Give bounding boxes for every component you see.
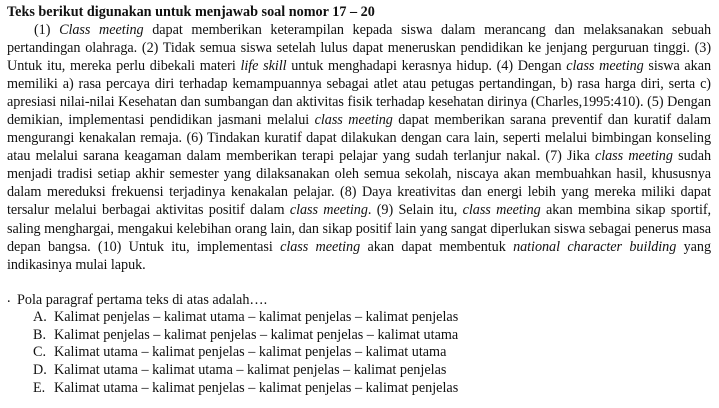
option-text: Kalimat utama – kalimat penjelas – kalimat penjelas – kalimat penjelas — [54, 379, 459, 396]
passage-segment-italic: life skill — [240, 58, 287, 75]
question-stem — [7, 289, 711, 310]
option-text: Kalimat utama – kalimat penjelas – kalimat penjelas – kalimat utama — [54, 344, 447, 361]
passage-segment-italic: class meeting — [566, 58, 644, 75]
passage-segment-italic: class meeting — [314, 112, 393, 129]
passage-segment: dapat memberikan sarana preventif dan kuratif dalam mengurangi kenakalan remaja. (6) Tindakan kuratif dapat dilakukan dengan cara lain, seperti melalui bimbingan konseling atau melalui sarana keagaman dalam memberikan terapi pelajar yang sudah terlanjur nakal. (7) Jika — [7, 112, 711, 165]
option-text: Kalimat utama – kalimat utama – kalimat penjelas – kalimat penjelas — [54, 362, 447, 379]
answer-option-e[interactable] — [33, 380, 711, 398]
answer-option-a[interactable] — [33, 309, 711, 327]
passage-segment: dapat memberikan keterampilan kepada siswa dalam merancang dan melaksanakan sebuah pertandingan olahraga. (2) Tidak semua siswa setelah lulus dapat meneruskan pendidikan ke jenjang perguruan tinggi. (3) Untuk itu, mereka perlu dibekali materi — [7, 22, 712, 75]
section-heading: Teks berikut digunakan untuk menjawab soal nomor 17 – 20 — [7, 4, 375, 20]
option-letter: D. — [33, 362, 47, 379]
option-text: Kalimat penjelas – kalimat utama – kalimat penjelas – kalimat penjelas — [54, 309, 459, 326]
passage-segment: (1) — [34, 22, 60, 38]
passage-segment: akan dapat membentuk — [360, 238, 514, 255]
passage-segment: . (9) Selain itu, — [367, 202, 463, 219]
passage-segment: siswa akan memiliki a) rasa percaya diri terhadap kemampuannya sebagai atlet atau petugas pertandingan, b) rasa harga diri, serta c) apresiasi nilai-nilai Kesehatan dan sumbangan dan aktivitas fisik terhadap kesehatan dirinya (Charles,1995:410). (5) Dengan demikian, implementasi pendidikan jasmani melalui — [7, 58, 712, 129]
passage-segment-italic: national character building — [513, 238, 677, 255]
passage-segment: akan membina sikap sportif, saling menghargai, mengakui kelebihan orang lain, dan sikap positif lain yang sangat diperlukan siswa sebagai penerus masa depan bangsa. (10) Untuk itu, implementasi — [7, 202, 712, 255]
answer-option-b[interactable] — [33, 327, 711, 345]
passage-segment-italic: class meeting — [280, 238, 361, 255]
option-letter: B. — [33, 326, 47, 343]
passage-segment: untuk menghadapi kerasnya hidup. (4) Dengan — [286, 58, 567, 75]
option-text: Kalimat penjelas – kalimat penjelas – kalimat penjelas – kalimat utama — [54, 326, 459, 343]
passage-segment: sudah menjadi tradisi setiap akhir semester yang dilaksanakan oleh semua sekolah, niscaya akan membuahkan hasil, khususnya dalam mereduksi frekuensi terjadinya kenakalan pelajar. (8) Daya kreativitas dan energi lebih yang mereka miliki dapat tersalur melalui berbagai aktivitas positif dalam — [7, 148, 711, 219]
question-block — [7, 289, 711, 398]
passage-segment-italic: class meeting — [289, 202, 368, 219]
option-letter: A. — [33, 309, 47, 326]
passage-segment-italic: Class meeting — [59, 22, 144, 38]
passage-segment-italic: class meeting — [594, 148, 673, 165]
reading-passage — [7, 21, 711, 274]
passage-segment-italic: class meeting — [462, 202, 541, 219]
answer-options — [7, 309, 711, 397]
question-stem-text: Pola paragraf pertama teks di atas adalah…. — [17, 291, 268, 308]
question-number-marker: . — [7, 289, 11, 306]
passage-segment: yang indikasinya mulai lapuk. — [7, 238, 711, 273]
option-letter: E. — [33, 379, 46, 396]
option-letter: C. — [33, 344, 47, 361]
answer-option-d[interactable] — [33, 362, 711, 380]
answer-option-c[interactable] — [33, 344, 711, 362]
